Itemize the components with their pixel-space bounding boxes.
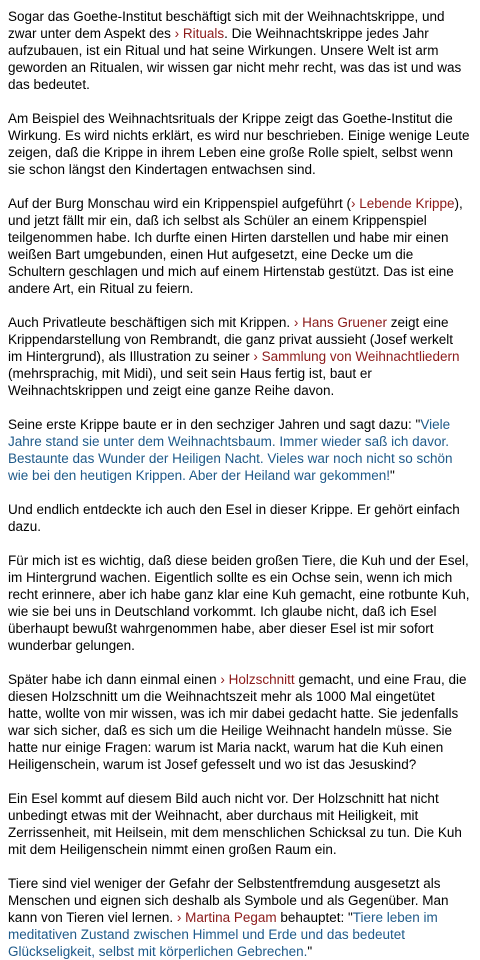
paragraph-text: behauptet: " — [276, 910, 353, 925]
link-hans-gruener[interactable]: › Hans Gruener — [293, 315, 387, 330]
paragraph-heiligkeit: Ein Esel kommt auf diesem Bild auch nicht vor. Der Holzschnitt hat nicht unbedingt etwas mit der Weihnacht, aber durchaus mit Heiligkeit, mit Zerrissenheit, mit Heilsein, mit dem menschlichen Schicksal zu tun. Die Kuh mit dem Heiligenschein nimmt einen großen Raum ein. — [8, 791, 462, 857]
paragraph-text: Tiere sind viel weniger der Gefahr der Selbstentfremdung ausgesetzt als Menschen und eignen sich deshalb als Symbole und als Gegenüber. Man kann von Tieren viel lernen. — [8, 876, 449, 925]
paragraph-text: (mehrsprachig, mit Midi), und seit sein Haus fertig ist, baut er Weihnachtskrippen und zeigt eine ganze Reihe davon. — [8, 366, 372, 398]
paragraph-privatleute — [8, 314, 470, 399]
paragraph-text: . Die Weihnachtskrippe jedes Jahr aufzubauen, ist ein Ritual und hat seine Wirkungen. Unsere Welt ist arm geworden an Ritualen, wir wissen gar nicht mehr recht, was das ist und was das bedeutet. — [8, 26, 462, 92]
link-holzschnitt[interactable]: › Holzschnitt — [220, 672, 295, 687]
link-sammlung-weihnachtlieder[interactable]: › Sammlung von Weihnachtliedern — [253, 349, 460, 364]
paragraph-holzschnitt — [8, 671, 470, 773]
quote-gruener: Viele Jahre stand sie unter dem Weihnachtsbaum. Immer wieder saß ich davor. Bestaunte das Wunder der Heiligen Nacht. Vieles war noch nicht so schön wie bei den heutigen Krippen. Aber der Heiland war gekommen! — [8, 417, 453, 483]
paragraph-text: ), und jetzt fällt mir ein, daß ich selbst als Schüler an einem Krippenspiel teilgenommen habe. Ich durfte einen Hirten darstellen und habe mir einen weißen Bart umgebunden, einen Hut aufgesetzt, eine Decke um die Schultern geschlagen und mich auf einem Hirtenstab gestützt. Das ist eine andere Art, ein Ritual zu feiern. — [8, 196, 463, 296]
paragraph-kuh-esel: Für mich ist es wichtig, daß diese beiden großen Tiere, die Kuh und der Esel, im Hintergrund wachen. Eigentlich sollte es ein Ochse sein, wenn ich mich recht erinnere, aber ich habe ganz klar eine Kuh gemacht, eine rotbunte Kuh, wie sie bei uns in Deutschland vorkommt. Ich glaube nicht, daß ich Esel überhaupt bewußt wahrgenommen habe, aber dieser Esel ist mir sofort wunderbar gelungen. — [8, 553, 470, 653]
paragraph-goethe-institut: Am Beispiel des Weihnachtsrituals der Krippe zeigt das Goethe-Institut die Wirkung. Es wird nichts erklärt, es wird nur beschrieben. Einige wenige Leute zeigen, daß die Krippe in ihrem Leben eine große Rolle spielt, selbst wenn sie schon längst den Kindertagen entwachsen sind. — [8, 111, 470, 177]
link-rituals[interactable]: › Rituals — [174, 26, 225, 41]
link-martina-pegam[interactable]: › Martina Pegam — [176, 910, 277, 925]
paragraph-text: Auch Privatleute beschäftigen sich mit Krippen. — [8, 315, 294, 330]
paragraph-text: zeigt eine Krippendarstellung von Rembrandt, die ganz privat aussieht (Josef werkelt im Hintergrund), als Illustration zu seiner — [8, 315, 453, 364]
paragraph-text: " — [307, 944, 313, 959]
quote-pegam: Tiere leben im meditativen Zustand zwischen Himmel und Erde und das bedeutet Glückseligkeit, selbst mit körperlichen Gebrechen. — [8, 910, 438, 959]
paragraph-text: Später habe ich dann einmal einen — [8, 672, 221, 687]
paragraph-text: Sogar das Goethe-Institut beschäftigt sich mit der Weihnachtskrippe, und zwar unter dem Aspekt des — [8, 9, 445, 41]
paragraph-erste-krippe — [8, 416, 470, 484]
paragraph-tiere — [8, 875, 470, 960]
paragraph-text: Auf der Burg Monschau wird ein Krippenspiel aufgeführt ( — [8, 196, 351, 211]
paragraph-text: Seine erste Krippe baute er in den sechziger Jahren und sagt dazu: " — [8, 417, 421, 432]
paragraph-ritual — [8, 8, 470, 93]
paragraph-burg-monschau — [8, 195, 470, 297]
link-lebende-krippe[interactable]: › Lebende Krippe — [350, 196, 455, 211]
paragraph-text: " — [389, 468, 395, 483]
paragraph-text: gemacht, und eine Frau, die diesen Holzschnitt um die Weihnachtszeit mehr als 1000 Mal eingetütet hatte, wollte von mir wissen, was ich mir dabei gedacht hatte. Sie jedenfalls war sich sicher, daß es sich um die Heilige Weihnacht handeln müsse. Sie hatte nur einige Fragen: warum ist Maria nackt, warum hat die Kuh einen Heiligenschein, warum ist Josef gefesselt und wo ist das Jesuskind? — [8, 672, 467, 772]
paragraph-esel: Und endlich entdeckte ich auch den Esel in dieser Krippe. Er gehört einfach dazu. — [8, 502, 460, 534]
